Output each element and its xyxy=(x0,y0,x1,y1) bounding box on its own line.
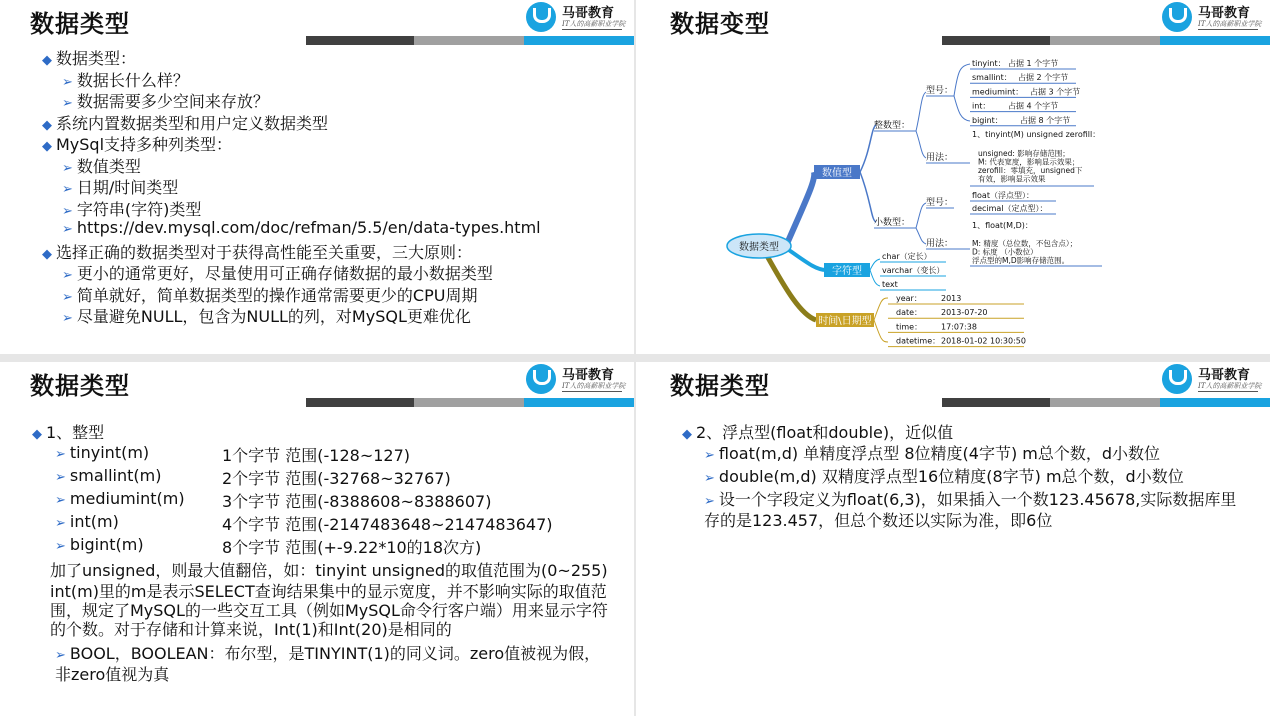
int-usage-line: unsigned: 影响存储范围； xyxy=(978,149,1070,158)
int-type-name: tinyint： xyxy=(972,59,1006,68)
datetime-label: 时间\日期型 xyxy=(818,316,872,327)
int-types-list xyxy=(970,58,1080,126)
date-type-name: time： xyxy=(896,322,923,332)
bullet-item: ◆ MySql支持多种列类型： xyxy=(42,135,233,154)
dec-type-name: decimal（定点型）： xyxy=(972,204,1048,213)
header-bar-gray xyxy=(1050,398,1160,407)
sub-bullet-item: ➢ 日期/时间类型 xyxy=(62,178,179,197)
sub-bullet-item: ➢ 更小的通常更好，尽量使用可正确存储数据的最小数据类型 xyxy=(62,264,493,283)
int-usage-line: 有效，影响显示效果 xyxy=(978,174,1046,184)
date-type-example: 2013-07-20 xyxy=(941,308,988,318)
string-type-name: varchar（变长） xyxy=(882,266,945,275)
int-type-desc: 占据 3 个字节 xyxy=(1030,87,1081,97)
slide-float-types xyxy=(636,362,1270,716)
date-types-list xyxy=(888,294,1026,347)
int-type-name: mediumint： xyxy=(972,87,1024,97)
brand-tagline: IT人的高薪职业学院 xyxy=(1198,20,1262,28)
int-type-name: smallint： xyxy=(972,73,1012,83)
date-type-name: datetime： xyxy=(896,336,941,346)
bullet-item: ◆ 选择正确的数据类型对于获得高性能至关重要，三大原则： xyxy=(42,242,473,262)
int-usage-lines xyxy=(970,148,1094,186)
int-type-name: bigint： xyxy=(972,115,1003,125)
brand-logo xyxy=(526,364,626,396)
int-type-name: int： xyxy=(972,101,991,111)
bullet-item: ◆ 系统内置数据类型和用户定义数据类型 xyxy=(42,113,329,133)
sub-bullet-item: ➢ 数值类型 xyxy=(62,156,141,176)
float-item: ➢ float(m,d) 单精度浮点型 8位精度(4字节) m总个数，d小数位 xyxy=(704,444,1161,463)
brand-name: 马哥教育 xyxy=(1198,368,1251,383)
brand-logo xyxy=(1162,364,1262,396)
double-item: ➢ double(m,d) 双精度浮点型16位精度(8字节) m总个数，d小数位 xyxy=(704,467,1184,486)
logo-icon xyxy=(526,2,556,32)
sub-bullet-item: ➢ 简单就好，简单数据类型的操作通常需要更少的CPU周期 xyxy=(62,285,478,305)
sub-bullet-item: ➢ 数据长什么样？ xyxy=(62,70,189,90)
slide-data-types-mindmap xyxy=(636,0,1270,354)
date-type-example: 17:07:38 xyxy=(941,322,977,332)
dec-usage-line: D: 标度 （小数位） xyxy=(972,247,1038,257)
type-description: 1个字节 范围(-128~127) xyxy=(222,446,411,465)
int-usage-line: zerofill：零填充，unsigned下 xyxy=(978,166,1083,175)
dec-usage-line: M: 精度（总位数，不包含点）； xyxy=(972,239,1078,248)
date-type-example: 2013 xyxy=(941,294,962,303)
header-bar-gray xyxy=(414,36,524,45)
sub-bullet-item: ➢ 数据需要多少空间来存放？ xyxy=(62,92,269,111)
dec-usage-line: 浮点型的M,D影响存储范围。 xyxy=(972,256,1070,265)
brand-name: 马哥教育 xyxy=(1198,6,1251,21)
slide-title: 数据类型 xyxy=(670,372,770,400)
type-description: 2个字节 范围(-32768~32767) xyxy=(222,469,451,488)
numeric-label: 数值型 xyxy=(822,168,852,179)
brand-logo xyxy=(526,2,626,34)
slide-title: 数据变型 xyxy=(670,10,770,38)
decimal-label: 小数型： xyxy=(874,218,911,228)
date-type-name: date： xyxy=(896,308,923,318)
dec-type-name: float（浮点型）： xyxy=(972,191,1034,200)
header-bar-dark xyxy=(306,398,414,407)
int-usage-title: 1、tinyint(M) unsigned zerofill： xyxy=(972,130,1101,139)
bullet-item: ◆ 数据类型： xyxy=(42,49,137,68)
logo-icon xyxy=(1162,364,1192,394)
brand-tagline: IT人的高薪职业学院 xyxy=(562,20,626,28)
int-type-desc: 占据 4 个字节 xyxy=(1008,101,1059,111)
brand-name: 马哥教育 xyxy=(562,6,615,21)
logo-icon xyxy=(526,364,556,394)
type-name: ➢ int(m) xyxy=(55,512,119,531)
type-name: ➢ mediumint(m) xyxy=(55,489,185,508)
note-unsigned: 加了unsigned，则最大值翻倍，如：tinyint unsigned的取值范围为(0~255) xyxy=(50,561,608,580)
string-label: 字符型 xyxy=(832,266,862,277)
type-name: ➢ tinyint(m) xyxy=(55,443,150,462)
slide-integer-types xyxy=(0,362,634,716)
header-bar-dark xyxy=(942,398,1050,407)
type-name: ➢ bigint(m) xyxy=(55,535,144,554)
header-bar-blue xyxy=(524,36,634,45)
type-name: ➢ smallint(m) xyxy=(55,466,162,485)
integer-label: 整数型： xyxy=(874,121,911,131)
note-bool: ➢ BOOL，BOOLEAN：布尔型，是TINYINT(1)的同义词。zero值被视为假，非zero值视为真 xyxy=(55,644,601,684)
string-type-name: char（定长） xyxy=(882,252,932,261)
date-type-name: year： xyxy=(896,294,922,303)
string-types-list xyxy=(880,251,946,290)
dec-usage-lines xyxy=(970,238,1102,266)
branch-string xyxy=(786,248,826,270)
type-description: 3个字节 范围(-8388608~8388607) xyxy=(222,492,492,511)
header-bar-blue xyxy=(524,398,634,407)
slide-title: 数据类型 xyxy=(30,10,130,38)
sub-bullet-item: ➢ 尽量避免NULL，包含为NULL的列，对MySQL更难优化 xyxy=(62,307,471,326)
branch-numeric xyxy=(786,172,814,246)
int-usage-label: 用法： xyxy=(926,153,954,163)
int-usage-line: M: 代表宽度，影响显示效果； xyxy=(978,157,1080,167)
dec-usage-title: 1、float(M,D)： xyxy=(972,221,1033,230)
header-bar-blue xyxy=(1160,398,1270,407)
section-heading: ◆ 1、整型 xyxy=(32,423,105,442)
type-description: 8个字节 范围(+-9.22*10的18次方) xyxy=(222,538,482,557)
int-type-desc: 占据 8 个字节 xyxy=(1020,115,1071,125)
int-model-label: 型号： xyxy=(926,86,954,96)
mindmap xyxy=(636,0,1270,354)
int-type-desc: 占据 2 个字节 xyxy=(1018,73,1069,83)
note-display-width: int(m)里的m是表示SELECT查询结果集中的显示宽度，并不影响实际的取值范围，规定了MySQL的一些交互工具（例如MySQL命令行客户端）用来显示字符的个数。对于存储和计算来说，Int(1)和Int(20)是相同的 xyxy=(50,582,608,639)
slide-data-types-overview xyxy=(0,0,634,354)
header-bar-dark xyxy=(306,36,414,45)
brand-tagline: IT人的高薪职业学院 xyxy=(562,382,626,390)
int-type-desc: 占据 1 个字节 xyxy=(1008,59,1059,68)
string-type-name: text xyxy=(882,280,898,289)
header-bar-gray xyxy=(414,398,524,407)
float-example-item: ➢ 设一个字段定义为float(6,3)，如果插入一个数123.45678,实际数据库里存的是123.457，但总个数还以实际为准，即6位 xyxy=(704,490,1237,530)
dec-model-label: 型号： xyxy=(926,198,954,208)
dec-usage-label: 用法： xyxy=(926,239,954,249)
type-description: 4个字节 范围(-2147483648~2147483647) xyxy=(222,515,553,534)
sub-bullet-item: ➢ 字符串(字符)类型 xyxy=(62,199,202,219)
section-heading: ◆ 2、浮点型(float和double)，近似值 xyxy=(682,423,954,442)
date-type-example: 2018-01-02 10:30:50 xyxy=(941,336,1026,346)
brand-name: 马哥教育 xyxy=(562,368,615,383)
sub-bullet-item: ➢ https://dev.mysql.com/doc/refman/5.5/en/data-types.html xyxy=(62,218,541,237)
root-label: 数据类型 xyxy=(739,242,779,253)
slide-title: 数据类型 xyxy=(30,372,130,400)
dec-types-list xyxy=(970,190,1056,214)
brand-tagline: IT人的高薪职业学院 xyxy=(1198,382,1262,390)
